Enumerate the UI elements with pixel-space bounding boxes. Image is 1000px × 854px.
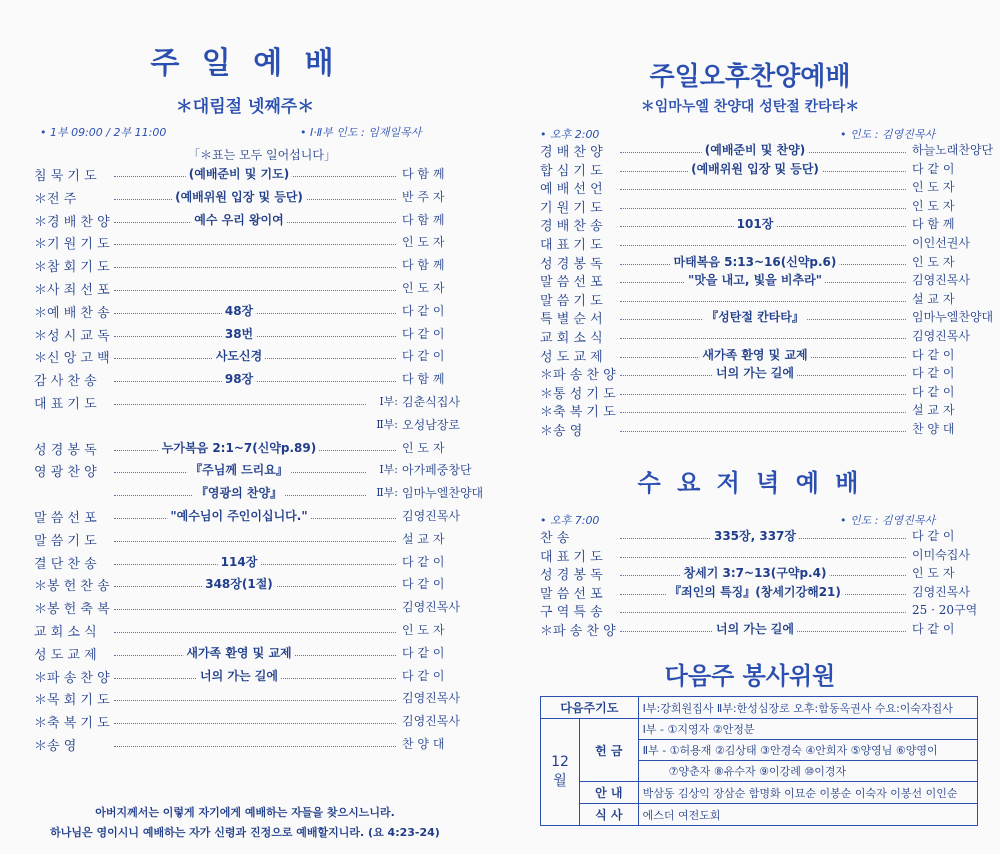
order-label: 기 원 기 도 <box>540 200 603 216</box>
order-person: 다 함 께 <box>402 258 445 273</box>
order-row <box>34 393 474 415</box>
leader-dots <box>114 700 396 701</box>
order-detail: 너의 가는 길에 <box>713 620 797 637</box>
order-person: 임마누엘찬양대 <box>912 310 994 325</box>
order-person: 인 도 자 <box>402 623 445 637</box>
order-detail: 38번 <box>222 325 256 342</box>
order-detail: 『주님께 드리요』 <box>187 461 291 478</box>
leader-dots <box>114 290 396 291</box>
order-person: 김영진목사 <box>912 329 970 343</box>
leader-dots <box>114 244 396 245</box>
order-label: ＊목 회 기 도 <box>34 693 110 709</box>
leader-dots <box>620 412 906 413</box>
order-label: 성 경 봉 독 <box>34 442 97 458</box>
order-person: 이인선권사 <box>912 236 970 250</box>
order-person: 설 교 자 <box>912 403 955 418</box>
table-row <box>541 697 978 719</box>
order-row <box>34 279 474 301</box>
order-person: 다 같 이 <box>402 668 445 683</box>
order-person: 김영진목사 <box>402 600 460 615</box>
wednesday-service-title: 수 요 저 녁 예 배 <box>637 469 863 497</box>
order-detail: 『영광의 찬양』 <box>193 484 285 501</box>
order-detail: (예배준비 및 기도) <box>186 165 292 182</box>
order-label: 예 배 선 언 <box>540 182 603 198</box>
service-part-label: Ⅱ부: <box>366 484 400 500</box>
offering-header: 헌 금 <box>580 719 639 782</box>
order-detail: 114장 <box>218 553 261 570</box>
afternoon-time: • 오후 2:00 <box>540 128 600 141</box>
leader-dots <box>620 612 906 613</box>
order-row <box>34 507 474 529</box>
order-label: 침 묵 기 도 <box>34 169 97 184</box>
leader-dots <box>114 746 396 747</box>
afternoon-service-title: 주일오후찬양예배 <box>649 62 851 92</box>
order-label: ＊경 배 찬 양 <box>34 214 110 230</box>
order-person: 다 같 이 <box>912 347 955 362</box>
meal-value: 에스더 여전도회 <box>638 804 977 826</box>
order-label: 성 경 봉 독 <box>540 256 603 272</box>
leader-dots <box>620 189 906 190</box>
leader-dots <box>114 404 396 405</box>
order-person: 다 같 이 <box>402 303 445 318</box>
order-person: 반 주 자 <box>402 189 445 204</box>
afternoon-service-subtitle: ＊임마누엘 찬양대 성탄절 칸타타＊ <box>640 99 860 115</box>
sunday-service-title: 주 일 예 배 <box>150 46 340 81</box>
order-detail: "맛을 내고, 빛을 비추라" <box>685 271 825 288</box>
leader-dots <box>620 557 906 558</box>
order-person: 다 같 이 <box>402 645 445 660</box>
order-detail: 348장(1절) <box>202 575 276 592</box>
order-row <box>34 347 474 369</box>
order-detail: 새가족 환영 및 교제 <box>699 346 810 363</box>
leader-dots <box>114 267 396 268</box>
order-row <box>34 484 484 506</box>
order-row <box>34 575 474 597</box>
order-label: 말 씀 선 포 <box>540 275 603 291</box>
offering-line-1: Ⅰ부 - ①지영자 ②안정분 <box>638 719 977 740</box>
order-detail: 98장 <box>222 370 256 387</box>
order-person: 다 같 이 <box>912 622 955 636</box>
order-row <box>34 530 474 552</box>
order-label: ＊축 복 기 도 <box>540 405 616 421</box>
order-label: 합 심 기 도 <box>540 163 603 179</box>
order-person: 아가페중창단 <box>402 463 472 478</box>
order-label: 성 도 교 제 <box>540 349 603 365</box>
leader-dots <box>114 609 396 610</box>
order-row <box>34 598 474 620</box>
order-row <box>34 461 474 483</box>
leader-dots <box>620 245 906 246</box>
sunday-service-subtitle: ＊대림절 넷째주＊ <box>175 97 315 117</box>
meal-header: 식 사 <box>580 804 639 826</box>
wednesday-leader: • 인도 : 김영진목사 <box>840 514 936 527</box>
order-person: 인 도 자 <box>912 198 955 213</box>
leader-dots <box>114 541 396 542</box>
order-detail: 『죄인의 특징』(창세기강해21) <box>666 583 844 600</box>
leader-dots <box>114 632 396 633</box>
order-detail: 48장 <box>222 302 256 319</box>
order-label: ＊전 주 <box>34 191 77 207</box>
order-row <box>34 712 474 734</box>
order-person: 김영진목사 <box>402 509 460 523</box>
order-person: 25 · 20구역 <box>912 603 978 618</box>
order-label: 대 표 기 도 <box>540 238 603 253</box>
order-row <box>34 211 474 233</box>
order-label: ＊통 성 기 도 <box>540 386 616 402</box>
order-label: 교 회 소 식 <box>34 625 97 640</box>
order-person: 찬 양 대 <box>402 737 445 751</box>
order-person: 다 같 이 <box>402 326 445 341</box>
order-label: ＊파 송 찬 양 <box>540 368 616 384</box>
order-label: ＊예 배 찬 송 <box>34 305 110 321</box>
order-detail: 『성탄절 칸타타』 <box>703 308 807 325</box>
order-row <box>34 233 474 255</box>
prayer-header: 다음주기도 <box>541 697 639 719</box>
order-person: 다 함 께 <box>402 372 445 387</box>
order-label: ＊기 원 기 도 <box>34 237 110 253</box>
order-detail: 너의 가는 길에 <box>197 667 281 684</box>
order-person: 다 함 께 <box>402 212 445 227</box>
order-row <box>34 689 474 711</box>
order-person: 다 같 이 <box>912 366 955 381</box>
order-person: 김영진목사 <box>912 584 970 599</box>
order-label: ＊봉 헌 찬 송 <box>34 579 110 595</box>
afternoon-leader: • 인도 : 김영진목사 <box>840 128 936 141</box>
order-detail: (예배준비 및 찬양) <box>702 141 808 158</box>
order-detail: 새가족 환영 및 교제 <box>183 644 294 661</box>
order-person: 인 도 자 <box>402 440 445 455</box>
order-detail: 사도신경 <box>213 347 265 364</box>
order-label: 찬 송 <box>540 531 570 546</box>
order-row <box>34 325 474 347</box>
order-label: 성 경 봉 독 <box>540 568 603 584</box>
order-person: 찬 양 대 <box>912 422 955 436</box>
order-detail: 예수 우리 왕이여 <box>191 211 287 228</box>
order-row <box>540 620 980 642</box>
order-person: 다 같 이 <box>402 349 445 364</box>
order-row <box>34 256 474 278</box>
order-row <box>34 302 474 324</box>
service-part-label: Ⅰ부: <box>366 393 400 409</box>
order-person: 다 같 이 <box>912 529 955 543</box>
order-label: 경 배 찬 양 <box>540 145 603 160</box>
order-person: 김영진목사 <box>912 273 970 288</box>
wednesday-time: • 오후 7:00 <box>540 514 600 527</box>
order-label: 구 역 특 송 <box>540 605 603 621</box>
order-label: ＊축 복 기 도 <box>34 716 110 732</box>
leader-dots <box>114 723 396 724</box>
standing-note: 「＊표는 모두 일어섭니다」 <box>188 148 336 162</box>
order-label: 대 표 기 도 <box>540 549 603 565</box>
order-person: 인 도 자 <box>912 180 955 195</box>
leader-dots <box>620 208 906 209</box>
order-person: 인 도 자 <box>912 566 955 581</box>
service-part-label: Ⅱ부: <box>366 416 400 432</box>
order-label: 대 표 기 도 <box>34 397 97 412</box>
order-label: 말 씀 기 도 <box>34 533 97 549</box>
order-label: 감 사 찬 송 <box>34 374 97 390</box>
order-label: ＊송 영 <box>540 424 583 439</box>
order-person: 오성남장로 <box>402 417 460 432</box>
order-row <box>34 439 474 461</box>
order-row <box>540 420 980 442</box>
guide-value: 박삼동 김상익 장삼순 함명화 이묘순 이봉순 이숙자 이봉선 이인순 <box>638 782 977 804</box>
order-row <box>34 644 474 666</box>
order-label: ＊파 송 찬 양 <box>540 624 616 639</box>
order-label: ＊참 회 기 도 <box>34 260 110 276</box>
order-label: ＊파 송 찬 양 <box>34 670 110 686</box>
offering-line-2: Ⅱ부 - ①허용재 ②김상태 ③안경숙 ④안희자 ⑤양영님 ⑥양영이 <box>638 740 977 761</box>
order-detail: 101장 <box>734 215 777 232</box>
order-detail: 마태복음 5:13~16(신약p.6) <box>671 253 840 270</box>
order-person: 설 교 자 <box>912 291 955 306</box>
order-detail: (예배위원 입장 및 등단) <box>688 160 822 177</box>
order-row <box>34 621 474 643</box>
order-person: 김춘식집사 <box>402 395 460 409</box>
order-person: 다 같 이 <box>912 161 955 176</box>
order-person: 다 함 께 <box>912 217 955 232</box>
order-label: ＊송 영 <box>34 739 77 754</box>
volunteers-title: 다음주 봉사위원 <box>664 662 836 690</box>
order-person: 설 교 자 <box>402 531 445 546</box>
order-person: 다 같 이 <box>402 554 445 569</box>
order-detail: 335장, 337장 <box>711 527 799 544</box>
order-label: 특 별 순 서 <box>540 312 603 328</box>
order-row <box>34 667 474 689</box>
order-row <box>34 416 474 438</box>
order-person: 인 도 자 <box>402 235 445 250</box>
order-detail: 누가복음 2:1~7(신약p.89) <box>159 439 319 456</box>
order-label: 경 배 찬 송 <box>540 219 603 235</box>
order-detail: 창세기 3:7~13(구약p.4) <box>681 564 830 581</box>
offering-line-3: ⑦양춘자 ⑧유수자 ⑨이강례 ⑩이경자 <box>638 761 977 782</box>
order-label: 말 씀 선 포 <box>34 511 97 526</box>
order-detail: 너의 가는 길에 <box>713 364 797 381</box>
footer-verse-line-1: 아버지께서는 이렇게 자기에게 예배하는 자들을 찾으시느니라. <box>95 806 395 819</box>
service-leader: • Ⅰ·Ⅱ부 인도 : 임재일목사 <box>300 126 422 139</box>
leader-dots <box>620 431 906 432</box>
prayer-value: Ⅰ부:강희원집사 Ⅱ부:한성심장로 오후:함동옥권사 수요:이숙자집사 <box>638 697 977 719</box>
order-label: 말 씀 선 포 <box>540 586 603 602</box>
month-cell: 12월 <box>541 719 580 826</box>
table-row <box>541 719 978 740</box>
service-times: • 1부 09:00 / 2부 11:00 <box>40 126 167 139</box>
order-label: 교 회 소 식 <box>540 331 603 346</box>
order-row <box>34 188 474 210</box>
order-person: 임마누엘찬양대 <box>402 486 484 501</box>
order-person: 다 같 이 <box>912 384 955 399</box>
order-person: 인 도 자 <box>402 281 445 295</box>
order-label: ＊사 죄 선 포 <box>34 283 110 298</box>
order-row <box>34 165 474 187</box>
order-person: 김영진목사 <box>402 691 460 706</box>
service-part-label: Ⅰ부: <box>366 461 400 477</box>
table-row <box>541 782 978 804</box>
volunteers-table <box>540 696 978 826</box>
leader-dots <box>620 301 906 302</box>
leader-dots <box>620 394 906 395</box>
order-label: 성 도 교 제 <box>34 647 97 663</box>
order-label: ＊봉 헌 축 복 <box>34 602 110 618</box>
order-row <box>34 735 474 757</box>
order-detail: (예배위원 입장 및 등단) <box>172 188 306 205</box>
order-label: 말 씀 기 도 <box>540 293 603 309</box>
order-label: 결 단 찬 송 <box>34 556 97 572</box>
order-person: 다 함 께 <box>402 167 445 181</box>
order-person: 이미숙집사 <box>912 547 970 562</box>
guide-header: 안 내 <box>580 782 639 804</box>
order-person: 김영진목사 <box>402 714 460 729</box>
leader-dots <box>620 338 906 339</box>
order-label: ＊신 앙 고 백 <box>34 351 110 367</box>
order-label: ＊성 시 교 독 <box>34 328 110 344</box>
order-person: 하늘노래찬양단 <box>912 143 994 157</box>
order-detail: "예수님이 주인이십니다." <box>167 507 310 524</box>
order-row <box>34 553 474 575</box>
order-row <box>34 370 474 392</box>
order-person: 인 도 자 <box>912 254 955 269</box>
footer-verse-line-2: 하나님은 영이시니 예배하는 자가 신령과 진정으로 예배할지니라. (요 4:23-24) <box>50 826 440 839</box>
table-row <box>541 804 978 826</box>
order-label: 영 광 찬 양 <box>34 465 97 481</box>
order-person: 다 같 이 <box>402 577 445 592</box>
